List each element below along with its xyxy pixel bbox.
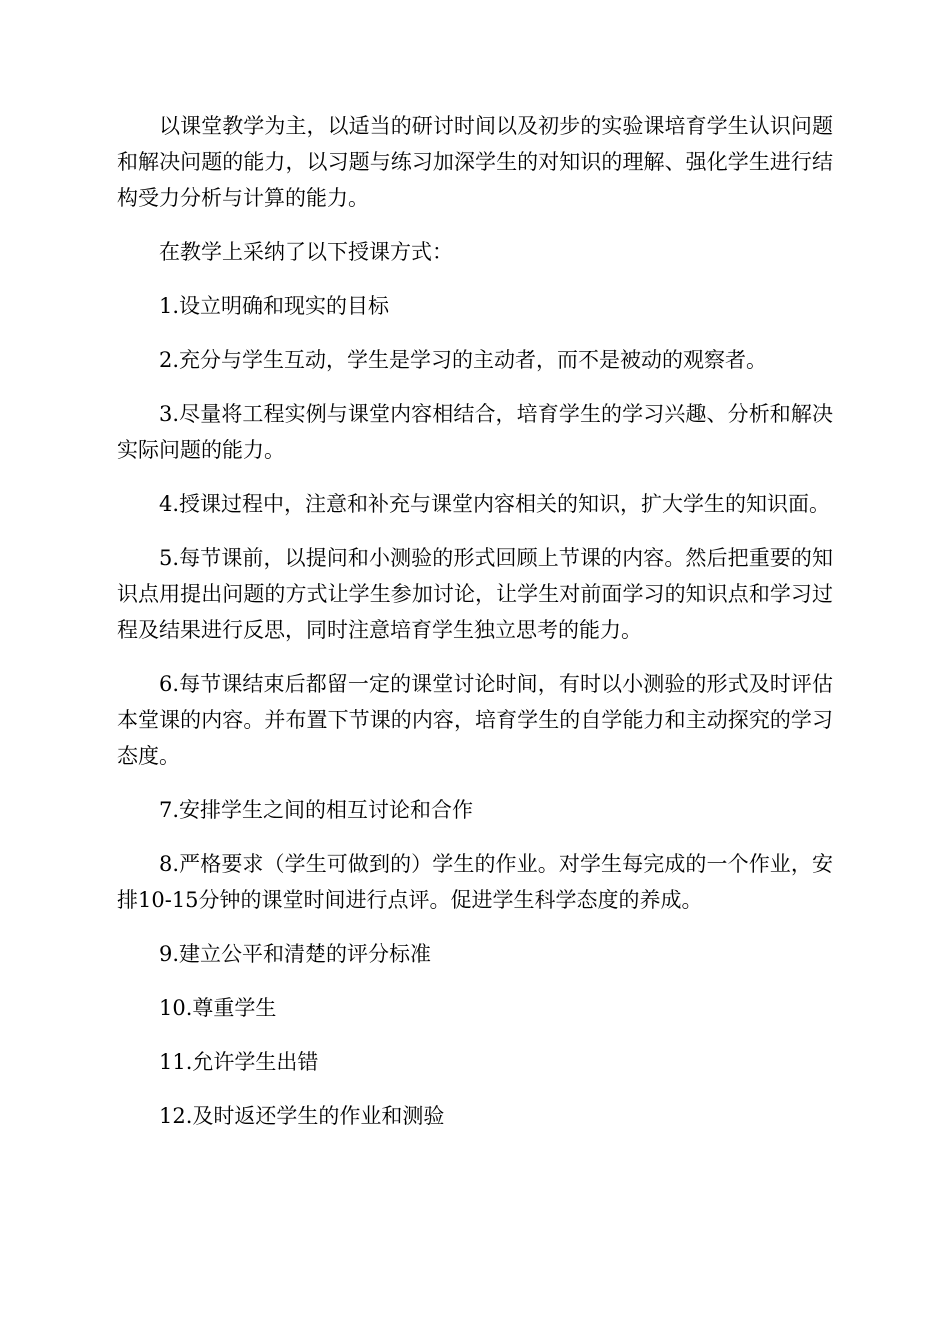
list-item-11: 11.允许学生出错 (159, 1050, 319, 1074)
list-item-8: 8.严格要求（学生可做到的）学生的作业。对学生每完成的一个作业，安排10-15分钟的课堂时间进行点评。促进学生科学态度的养成。 (117, 852, 833, 912)
list-item-12: 12.及时返还学生的作业和测验 (159, 1104, 445, 1128)
list-item-5: 5.每节课前，以提问和小测验的形式回顾上节课的内容。然后把重要的知识点用提出问题的方式让学生参加讨论，让学生对前面学习的知识点和学习过程及结果进行反思，同时注意培育学生独立思考的能力。 (117, 546, 833, 642)
list-item-1: 1.设立明确和现实的目标 (159, 294, 390, 318)
list-item-7: 7.安排学生之间的相互讨论和合作 (159, 798, 474, 822)
methods-heading-paragraph: 在教学上采纳了以下授课方式： (159, 240, 453, 264)
list-item-3: 3.尽量将工程实例与课堂内容相结合，培育学生的学习兴趣、分析和解决实际问题的能力。 (117, 402, 833, 462)
document-body (117, 108, 833, 1152)
list-item-4: 4.授课过程中，注意和补充与课堂内容相关的知识，扩大学生的知识面。 (159, 492, 831, 516)
intro-paragraph: 以课堂教学为主，以适当的研讨时间以及初步的实验课培育学生认识问题和解决问题的能力，以习题与练习加深学生的对知识的理解、强化学生进行结构受力分析与计算的能力。 (117, 114, 833, 210)
list-item-9: 9.建立公平和清楚的评分标准 (159, 942, 432, 966)
list-item-2: 2.充分与学生互动，学生是学习的主动者，而不是被动的观察者。 (159, 348, 768, 372)
list-item-10: 10.尊重学生 (159, 996, 277, 1020)
list-item-6: 6.每节课结束后都留一定的课堂讨论时间，有时以小测验的形式及时评估本堂课的内容。并布置下节课的内容，培育学生的自学能力和主动探究的学习态度。 (117, 672, 833, 768)
